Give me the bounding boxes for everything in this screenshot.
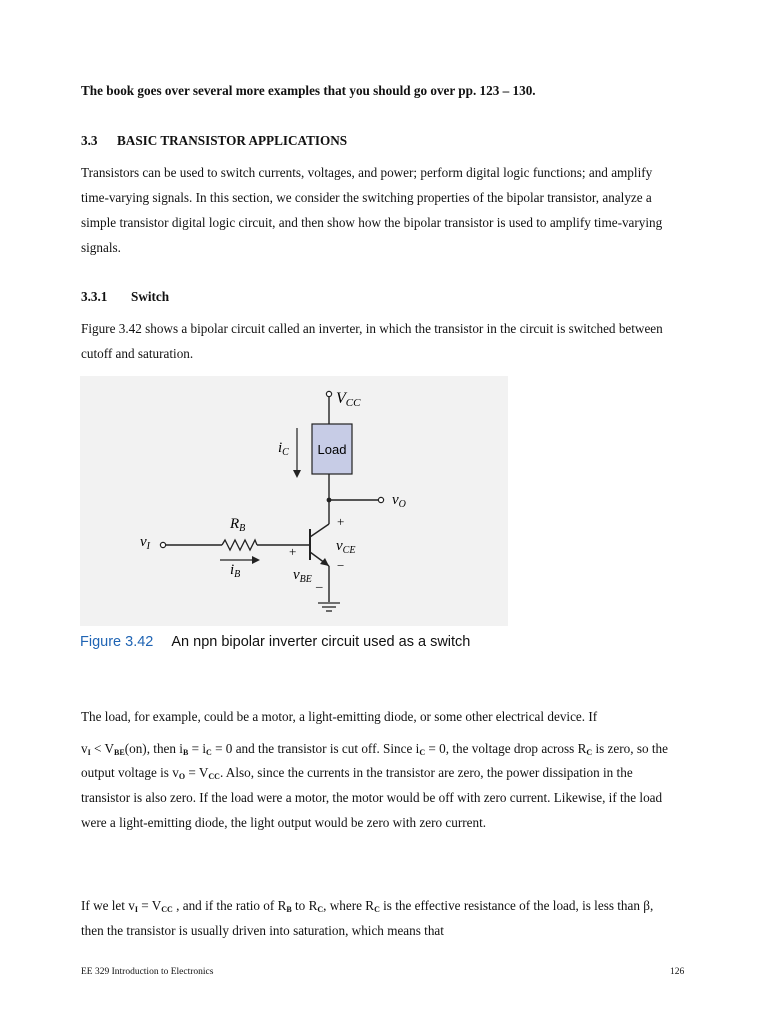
intro-note: The book goes over several more examples that you should go over pp. 123 – 130. xyxy=(81,83,536,98)
footer-page-number: 126 xyxy=(670,967,685,977)
vbe-label: $v_{BE}$ xyxy=(293,567,312,585)
section-number: 3.3 xyxy=(81,133,98,148)
subsection-number: 3.3.1 xyxy=(81,289,108,304)
load-label: Load xyxy=(317,442,347,457)
vce-plus: + xyxy=(337,514,345,529)
vi-terminal xyxy=(160,542,165,547)
section-heading xyxy=(81,133,347,149)
inverter-circuit-diagram xyxy=(80,376,508,626)
figure-caption xyxy=(80,634,470,650)
paragraph-line: Transistors can be used to switch currents, voltages, and power; perform digital logic functions; and amplify xyxy=(81,165,653,180)
diagram-background xyxy=(80,376,508,626)
section-title: BASIC TRANSISTOR APPLICATIONS xyxy=(117,133,348,148)
paragraph-line: were a light-emitting diode, the light output would be zero with zero current. xyxy=(81,815,487,830)
paragraph-line: output voltage is $v_O = V_{CC}$. Also, since the currents in the transistor are zero, the power dissipation in the xyxy=(81,765,633,781)
paragraph-line: If we let $v_I = V_{CC}$ , and if the ratio of $R_B$ to $R_C$, where $R_C$ is the effective resistance of the load, is less than β, xyxy=(81,898,654,914)
paragraph-line: signals. xyxy=(81,240,121,255)
figure-3-42 xyxy=(80,376,508,662)
footer-course: EE 329 Introduction to Electronics xyxy=(81,967,214,977)
vcc-terminal xyxy=(326,391,331,396)
paragraph-line: $v_I < V_{BE}(on)$, then $i_B = i_C = 0$ and the transistor is cut off. Since $i_C = 0$, the voltage drop across $R_C$ is zero, so the xyxy=(81,741,668,757)
paragraph-line: simple transistor digital logic circuit, and then show how the bipolar transistor is used to amplify time-varying xyxy=(81,215,663,230)
subsection-title: Switch xyxy=(131,289,170,304)
vce-minus: − xyxy=(337,558,345,573)
paragraph-line: time-varying signals. In this section, we consider the switching properties of the bipolar transistor, analyze a xyxy=(81,190,652,205)
vo-label: $v_O$ xyxy=(392,492,406,510)
vbe-minus: _ xyxy=(316,574,323,589)
vce-label: $v_{CE}$ xyxy=(336,538,356,556)
vcc-label: VCC xyxy=(336,390,361,409)
paragraph-line: Figure 3.42 shows a bipolar circuit called an inverter, in which the transistor in the circuit is switched between xyxy=(81,321,663,336)
ib-label: $i_B$ xyxy=(230,562,241,580)
ic-label: $i_C$ xyxy=(278,440,289,458)
vbe-plus: + xyxy=(289,544,297,559)
figure-label: Figure 3.42 xyxy=(80,634,154,650)
subsection-heading xyxy=(81,289,169,305)
paragraph-line: cutoff and saturation. xyxy=(81,346,194,361)
paragraph-line: The load, for example, could be a motor, a light-emitting diode, or some other electrical device. If xyxy=(81,709,598,724)
vo-terminal xyxy=(378,497,383,502)
paragraph-line: transistor is also zero. If the load were a motor, the motor would be off with zero current. Likewise, if the load xyxy=(81,790,663,805)
vi-label: $v_I$ xyxy=(140,534,151,552)
figure-caption-text: An npn bipolar inverter circuit used as a switch xyxy=(171,634,471,650)
rb-label: $R_B$ xyxy=(230,516,246,534)
paragraph-line: then the transistor is usually driven into saturation, which means that xyxy=(81,923,444,938)
